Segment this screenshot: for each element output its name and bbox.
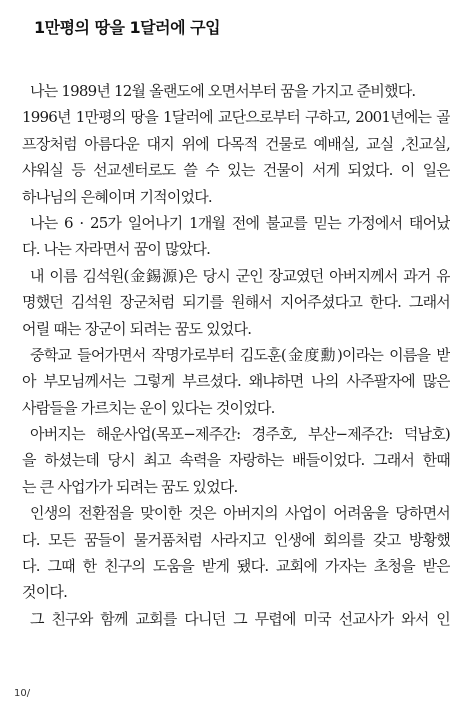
text-line: 것이다. bbox=[22, 583, 68, 602]
text-line: 아버지는 해운사업(목포−제주간: 경주호, 부산−제주간: 덕남호) bbox=[30, 425, 450, 444]
text-line: 중학교 들어가면서 작명가로부터 김도훈(金度勳)이라는 이름을 받 bbox=[30, 345, 450, 364]
text-line: 아 부모님께서는 그렇게 부르셨다. 왜냐하면 나의 사주팔자에 많은 bbox=[22, 372, 450, 391]
text-line: 샤워실 등 선교센터로도 쓸 수 있는 건물이 서게 되었다. 이 일은 bbox=[22, 161, 450, 180]
text-line: 사람들을 가르치는 운이 있다는 것이었다. bbox=[22, 398, 275, 417]
text-line: 나는 6 · 25가 일어나기 1개월 전에 불교를 믿는 가정에서 태어났 bbox=[30, 213, 450, 232]
page-number: 10/ bbox=[14, 688, 31, 699]
text-line: 인생의 전환점을 맞이한 것은 아버지의 사업이 어려움을 당하면서 bbox=[30, 504, 450, 523]
text-line: 다. 나는 자라면서 꿈이 많았다. bbox=[22, 240, 211, 259]
text-line: 나는 1989년 12월 올랜도에 오면서부터 꿈을 가지고 준비했다. bbox=[30, 82, 416, 100]
text-line: 는 큰 사업가가 되려는 꿈도 있었다. bbox=[22, 477, 238, 496]
text-line: 1996년 1만평의 땅을 1달러에 교단으로부터 구하고, 2001년에는 골 bbox=[22, 108, 450, 127]
text-line: 내 이름 김석원(金錫源)은 당시 군인 장교였던 아버지께서 과거 유 bbox=[30, 266, 450, 285]
text-line: 프장처럼 아름다운 대지 위에 다목적 건물로 예배실, 교실 ,친교실, bbox=[22, 134, 450, 153]
text-line: 하나님의 은혜이며 기적이었다. bbox=[22, 187, 212, 206]
text-line: 그 친구와 함께 교회를 다니던 그 무렵에 미국 선교사가 와서 인 bbox=[30, 609, 450, 628]
page-number-value: 10 bbox=[14, 688, 27, 699]
text-line: 다. 모든 꿈들이 물거품처럼 사라지고 인생에 회의를 갖고 방황했 bbox=[22, 530, 450, 549]
body-text bbox=[22, 78, 450, 632]
text-line: 다. 그때 한 친구의 도움을 받게 됐다. 교회에 가자는 초청을 받은 bbox=[22, 557, 450, 576]
section-heading: 1만평의 땅을 1달러에 구입 bbox=[34, 18, 221, 37]
text-line: 명했던 김석원 장군처럼 되기를 원해서 지어주셨다고 한다. 그래서 bbox=[22, 293, 450, 312]
text-line: 을 하셨는데 당시 최고 속력을 자랑하는 배들이었다. 그래서 한때 bbox=[22, 451, 450, 470]
text-line: 어릴 때는 장군이 되려는 꿈도 있었다. bbox=[22, 319, 252, 338]
